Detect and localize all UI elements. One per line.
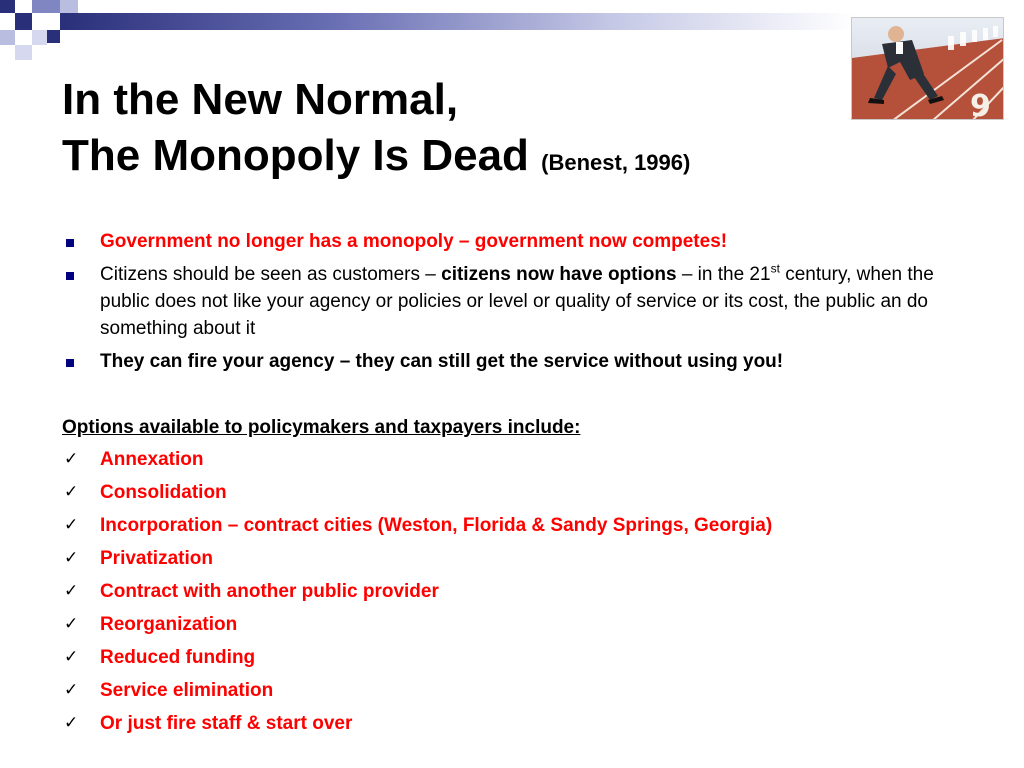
option-item [62, 611, 962, 638]
photo-illustration [852, 18, 1004, 120]
checkmark-icon: ✓ [64, 482, 79, 502]
option-text: Privatization [100, 548, 213, 569]
checkmark-icon: ✓ [64, 614, 79, 634]
bullet-text: Government no longer has a monopoly – government now competes! [100, 231, 728, 252]
bullet-text-part: Citizens should be seen as customers – [100, 264, 442, 285]
title-line-2 [62, 128, 832, 191]
square-bullet-icon [66, 239, 74, 247]
option-text: Incorporation – contract cities (Weston, Florida & Sandy Springs, Georgia) [100, 515, 773, 536]
checkmark-icon: ✓ [64, 713, 79, 733]
option-text: Annexation [100, 449, 204, 470]
option-item [62, 512, 962, 539]
options-heading: Options available to policymakers and taxpayers include: [62, 417, 581, 438]
lane-number: 9 [970, 89, 991, 120]
bullet-superscript: st [770, 261, 780, 276]
option-text: Consolidation [100, 482, 227, 503]
square-bullet-icon [66, 359, 74, 367]
option-item [62, 545, 962, 572]
header-gradient-bar [60, 13, 855, 30]
option-text: Contract with another public provider [100, 581, 439, 602]
checkmark-icon: ✓ [64, 515, 79, 535]
decor-square [60, 0, 78, 13]
option-text: Reorganization [100, 614, 238, 635]
checkmark-icon: ✓ [64, 581, 79, 601]
decor-square [32, 0, 60, 13]
bullet-item [62, 228, 962, 255]
decor-square [15, 13, 32, 30]
option-text: Service elimination [100, 680, 274, 701]
title-main-text: The Monopoly Is Dead [62, 131, 529, 180]
option-text: Or just fire staff & start over [100, 713, 353, 734]
bullet-text: They can fire your agency – they can still get the service without using you! [100, 351, 784, 372]
bullet-item [62, 261, 962, 342]
checkmark-icon: ✓ [64, 647, 79, 667]
title-citation: (Benest, 1996) [541, 150, 691, 175]
option-item [62, 677, 962, 704]
bullet-text-bold: citizens now have options [441, 264, 677, 285]
options-checklist [62, 446, 962, 743]
bullet-text-part: – in the 21 [676, 264, 771, 285]
checkmark-icon: ✓ [64, 680, 79, 700]
option-item [62, 446, 962, 473]
checkmark-icon: ✓ [64, 449, 79, 469]
decor-square [0, 0, 15, 13]
bullet-item [62, 348, 962, 375]
bullet-list [62, 228, 962, 381]
option-item [62, 710, 962, 737]
decor-square [47, 30, 60, 43]
checkmark-icon: ✓ [64, 548, 79, 568]
option-item [62, 578, 962, 605]
square-bullet-icon [66, 272, 74, 280]
race-start-photo [851, 17, 1004, 120]
decor-square [32, 30, 47, 45]
decor-square [0, 30, 15, 45]
bullet-text-part: century, when the public does not like your agency or policies or level or quality of service or its cost, the public an do something about it [100, 264, 934, 339]
slide-title [62, 72, 832, 191]
title-line-1: In the New Normal, [62, 75, 459, 124]
option-item [62, 644, 962, 671]
option-text: Reduced funding [100, 647, 256, 668]
option-item [62, 479, 962, 506]
decor-square [15, 45, 32, 60]
